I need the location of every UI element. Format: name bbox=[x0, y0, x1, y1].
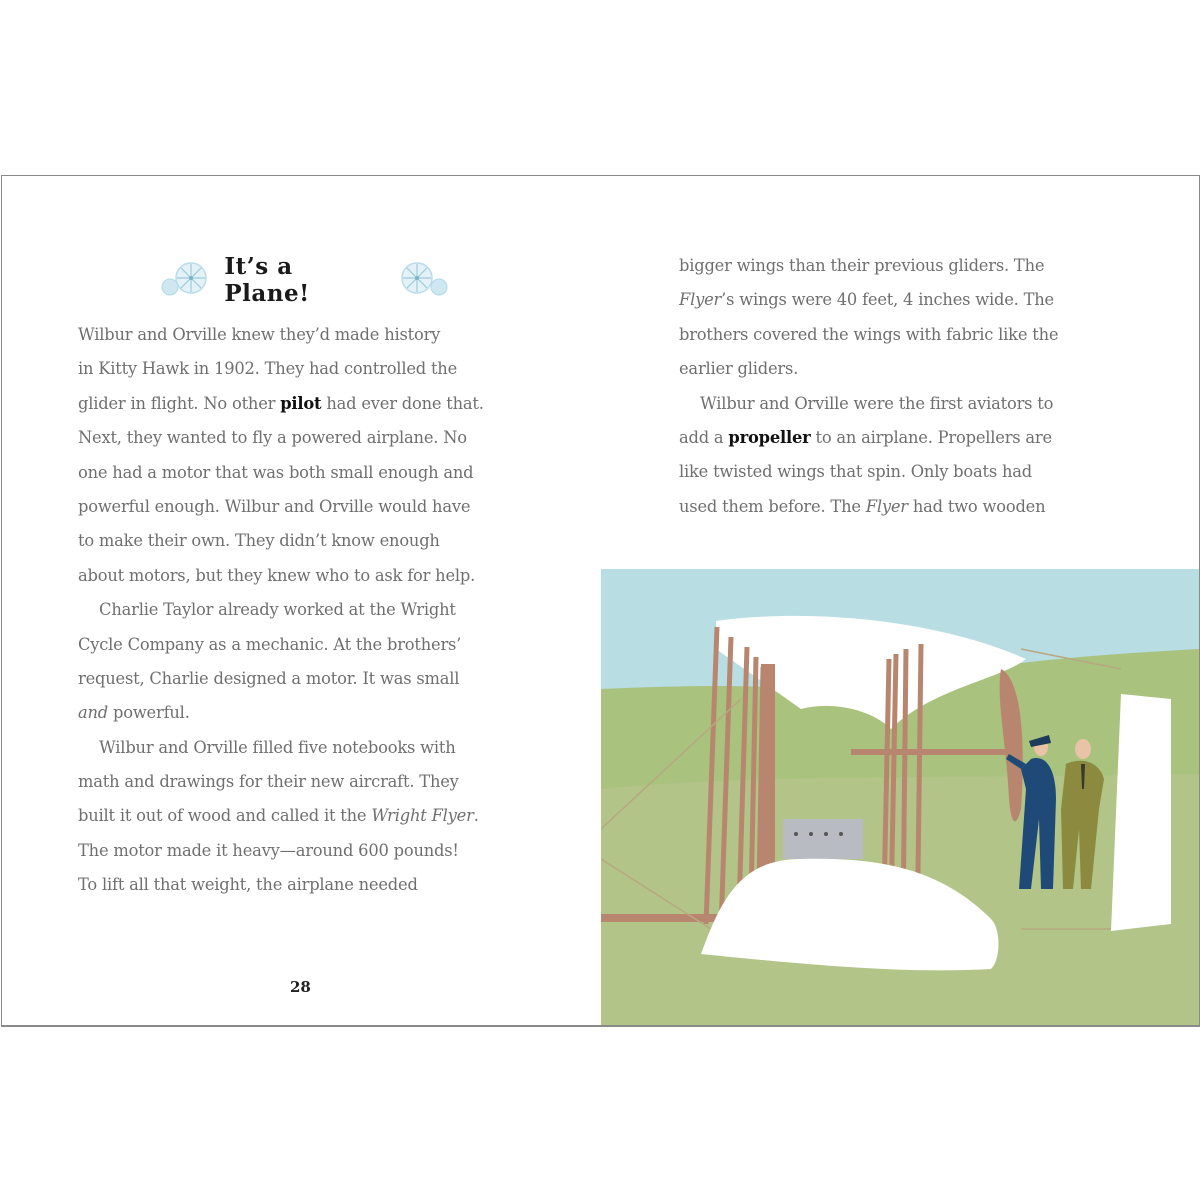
text-line: brothers covered the wings with fabric like the bbox=[679, 324, 1059, 344]
text-line: used them before. The Flyer had two wooden bbox=[679, 496, 1046, 516]
propeller-ornament-left-icon bbox=[157, 260, 214, 300]
text-line: powerful enough. Wilbur and Orville would have bbox=[78, 496, 471, 516]
italic-emphasis: and bbox=[78, 703, 109, 723]
text-line: The motor made it heavy—around 600 pounds! bbox=[78, 840, 459, 860]
text-line: Wilbur and Orville filled five notebooks with bbox=[78, 737, 456, 757]
italic-emphasis: Flyer bbox=[679, 290, 722, 310]
text-line: Wilbur and Orville knew they’d made history bbox=[78, 325, 441, 344]
text-line: Cycle Company as a mechanic. At the brothers’ bbox=[78, 634, 462, 654]
text-line: built it out of wood and called it the Wright Flyer. bbox=[78, 806, 479, 826]
wright-flyer-illustration bbox=[601, 569, 1199, 1025]
text-line: one had a motor that was both small enough and bbox=[78, 462, 474, 482]
text-line: Charlie Taylor already worked at the Wright bbox=[78, 600, 456, 620]
text-line: earlier gliders. bbox=[679, 359, 799, 379]
text-line: in Kitty Hawk in 1902. They had controlled the bbox=[78, 359, 458, 379]
book-spread bbox=[1, 175, 1200, 1027]
glossary-term: propeller bbox=[728, 427, 811, 447]
italic-emphasis: Flyer bbox=[865, 496, 908, 516]
text-line: glider in flight. No other pilot had ever done that. bbox=[78, 393, 484, 413]
text-line: Flyer’s wings were 40 feet, 4 inches wide. The bbox=[679, 290, 1054, 310]
text-line: request, Charlie designed a motor. It was small bbox=[78, 668, 460, 688]
chapter-heading bbox=[157, 253, 452, 307]
text-line: Wilbur and Orville were the first aviators to bbox=[679, 393, 1054, 413]
glossary-term: pilot bbox=[280, 393, 322, 413]
left-column-text bbox=[78, 318, 484, 903]
right-column-text bbox=[679, 249, 1058, 524]
italic-emphasis: Wright Flyer bbox=[371, 806, 474, 826]
text-line: like twisted wings that spin. Only boats had bbox=[679, 462, 1032, 482]
text-line: to make their own. They didn’t know enough bbox=[78, 531, 440, 551]
text-line: math and drawings for their new aircraft. They bbox=[78, 772, 459, 792]
propeller-ornament-right-icon bbox=[395, 260, 452, 300]
text-line: bigger wings than their previous gliders. The bbox=[679, 256, 1045, 275]
text-line: To lift all that weight, the airplane needed bbox=[78, 875, 418, 895]
heading-title: It’s a Plane! bbox=[224, 253, 310, 307]
text-line: add a propeller to an airplane. Propellers are bbox=[679, 427, 1052, 447]
text-line: about motors, but they knew who to ask for help. bbox=[78, 565, 476, 585]
page-number: 28 bbox=[290, 978, 311, 996]
text-line: and powerful. bbox=[78, 703, 190, 723]
text-line: Next, they wanted to fly a powered airplane. No bbox=[78, 428, 467, 448]
